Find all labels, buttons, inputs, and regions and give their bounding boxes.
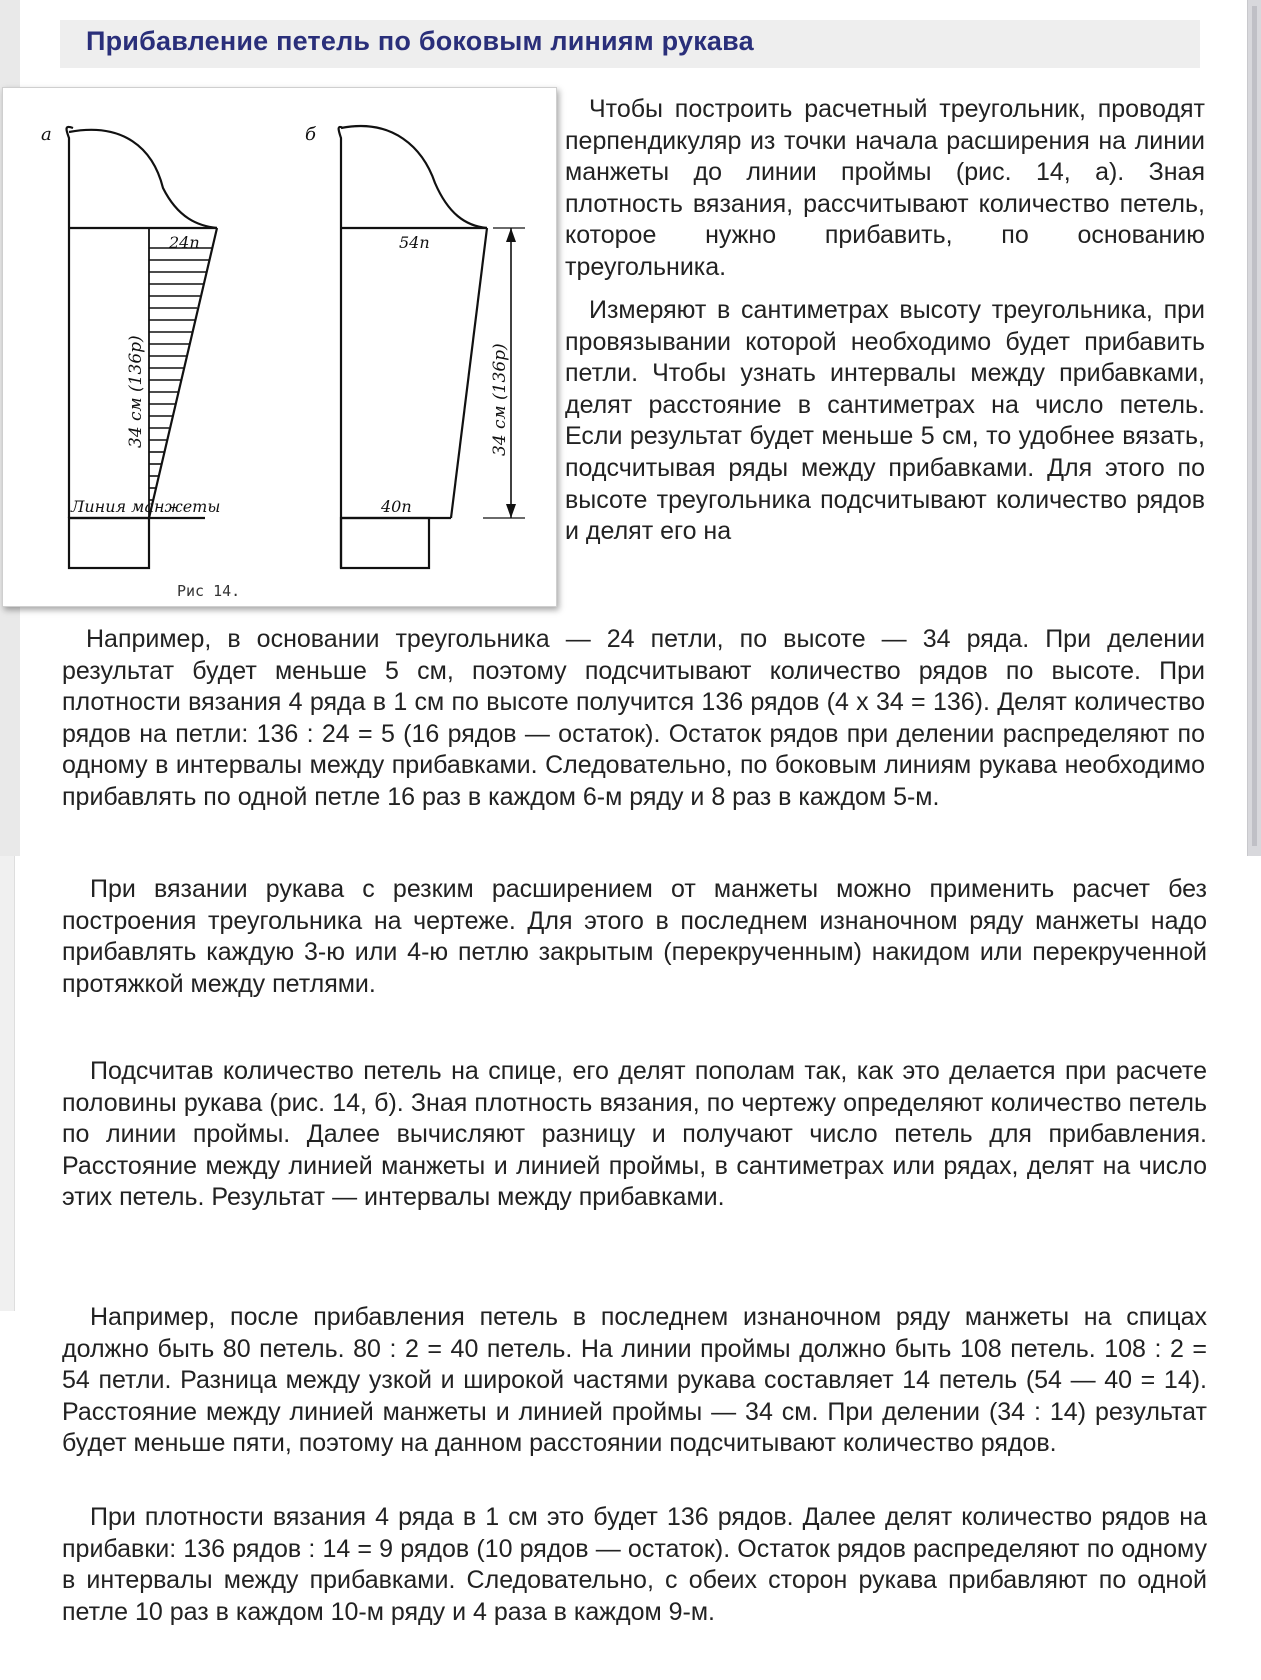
a-cuff-line-label: Линия манжеты (71, 497, 221, 516)
a-top-count: 24п (169, 233, 200, 252)
page-title: Прибавление петель по боковым линиям рукава (86, 26, 754, 56)
label-a: а (41, 124, 52, 145)
b-cuff (341, 518, 429, 568)
paragraph-6: Например, после прибавления петель в последнем изнаночном ряду манжеты на спицах должно быть 80 петель. 80 : 2 = 40 петель. На линии проймы должно быть 108 петель. 108 : 2 = 54 петли. Разница между узкой и широкой частями рукава составляет 14 петель (54 — 40 = 14). Расстояние между линией манжеты и линией проймы — 34 см. При делении (34 : 14) результат будет меньше пяти, поэтому на данном расстоянии подсчитывают количество рядов. (62, 1303, 1207, 1458)
b-sleeve-cap (341, 126, 487, 228)
a-height-label: 34 см (136р) (126, 335, 146, 448)
b-side-edge (451, 228, 487, 518)
label-b: б (305, 124, 316, 145)
a-left-edge (67, 127, 74, 518)
paragraph-2: Измеряют в сантиметрах высоту треугольника, при провязывании которой необходимо будет прибавить петли. Чтобы узнать интервалы между прибавками, делят расстояние в сантиметрах на число петель. Если результат будет меньше 5 см, то удобнее вязать, подсчитывая ряды между прибавками. Для этого по высоте треугольника подсчитывают количество рядов и делят его на (565, 296, 1205, 546)
b-bottom-count: 40п (381, 497, 412, 516)
left-gutter (0, 856, 15, 1311)
figure-caption: Рис 14. (177, 582, 241, 600)
scrollbar[interactable] (1247, 0, 1261, 856)
sleeve-diagram (3, 88, 556, 606)
b-left-edge (339, 127, 343, 568)
a-sleeve-cap (69, 130, 217, 228)
a-cuff (69, 518, 149, 568)
b-height-label: 34 см (136р) (490, 343, 510, 456)
paragraph-4: При вязании рукава с резким расширением от манжеты можно применить расчет без построения треугольника на чертеже. Для этого в последнем изнаночном ряду манжеты надо прибавлять каждую 3-ю или 4-ю петлю закрытым (перекрученным) накидом или перекрученной протяжкой между петлями. (62, 875, 1207, 998)
figure-14 (2, 87, 557, 607)
paragraph-1: Чтобы построить расчетный треугольник, проводят перпендикуляр из точки начала расширения на линии манжеты до линии проймы (рис. 14, а). Зная плотность вязания, рассчитывают количество петель, которое нужно прибавить, по основанию треугольника. (565, 95, 1205, 281)
b-top-count: 54п (399, 233, 430, 252)
paragraph-3: Например, в основании треугольника — 24 петли, по высоте — 34 ряда. При делении результат будет меньше 5 см, поэтому подсчитывают количество рядов по высоте. При плотности вязания 4 ряда в 1 см по высоте получится 136 рядов (4 х 34 = 136). Делят количество рядов на петли: 136 : 24 = 5 (16 рядов — остаток). Остаток рядов при делении распределяют по одному в интервалы между прибавками. Следовательно, по боковым линиям рукава необходимо прибавлять по одной петле 16 раз в каждом 6-м ряду и 8 раз в каждом 5-м. (62, 625, 1205, 811)
paragraph-7: При плотности вязания 4 ряда в 1 см это будет 136 рядов. Далее делят количество рядов на прибавки: 136 рядов : 14 = 9 рядов (10 рядов — остаток). Остаток рядов распределяют по одному в интервалы между прибавками. Следовательно, с обеих сторон рукава прибавляют по одной петле 10 раз в каждом 10-м ряду и 4 раза в каждом 9-м. (62, 1503, 1207, 1626)
paragraph-5: Подсчитав количество петель на спице, его делят пополам так, как это делается при расчете половины рукава (рис. 14, б). Зная плотность вязания, по чертежу определяют количество петель по линии проймы. Далее вычисляют разницу и получают число петель для прибавления. Расстояние между линией манжеты и линией проймы, в сантиметрах или рядах, делят на число этих петель. Результат — интервалы между прибавками. (62, 1057, 1207, 1212)
